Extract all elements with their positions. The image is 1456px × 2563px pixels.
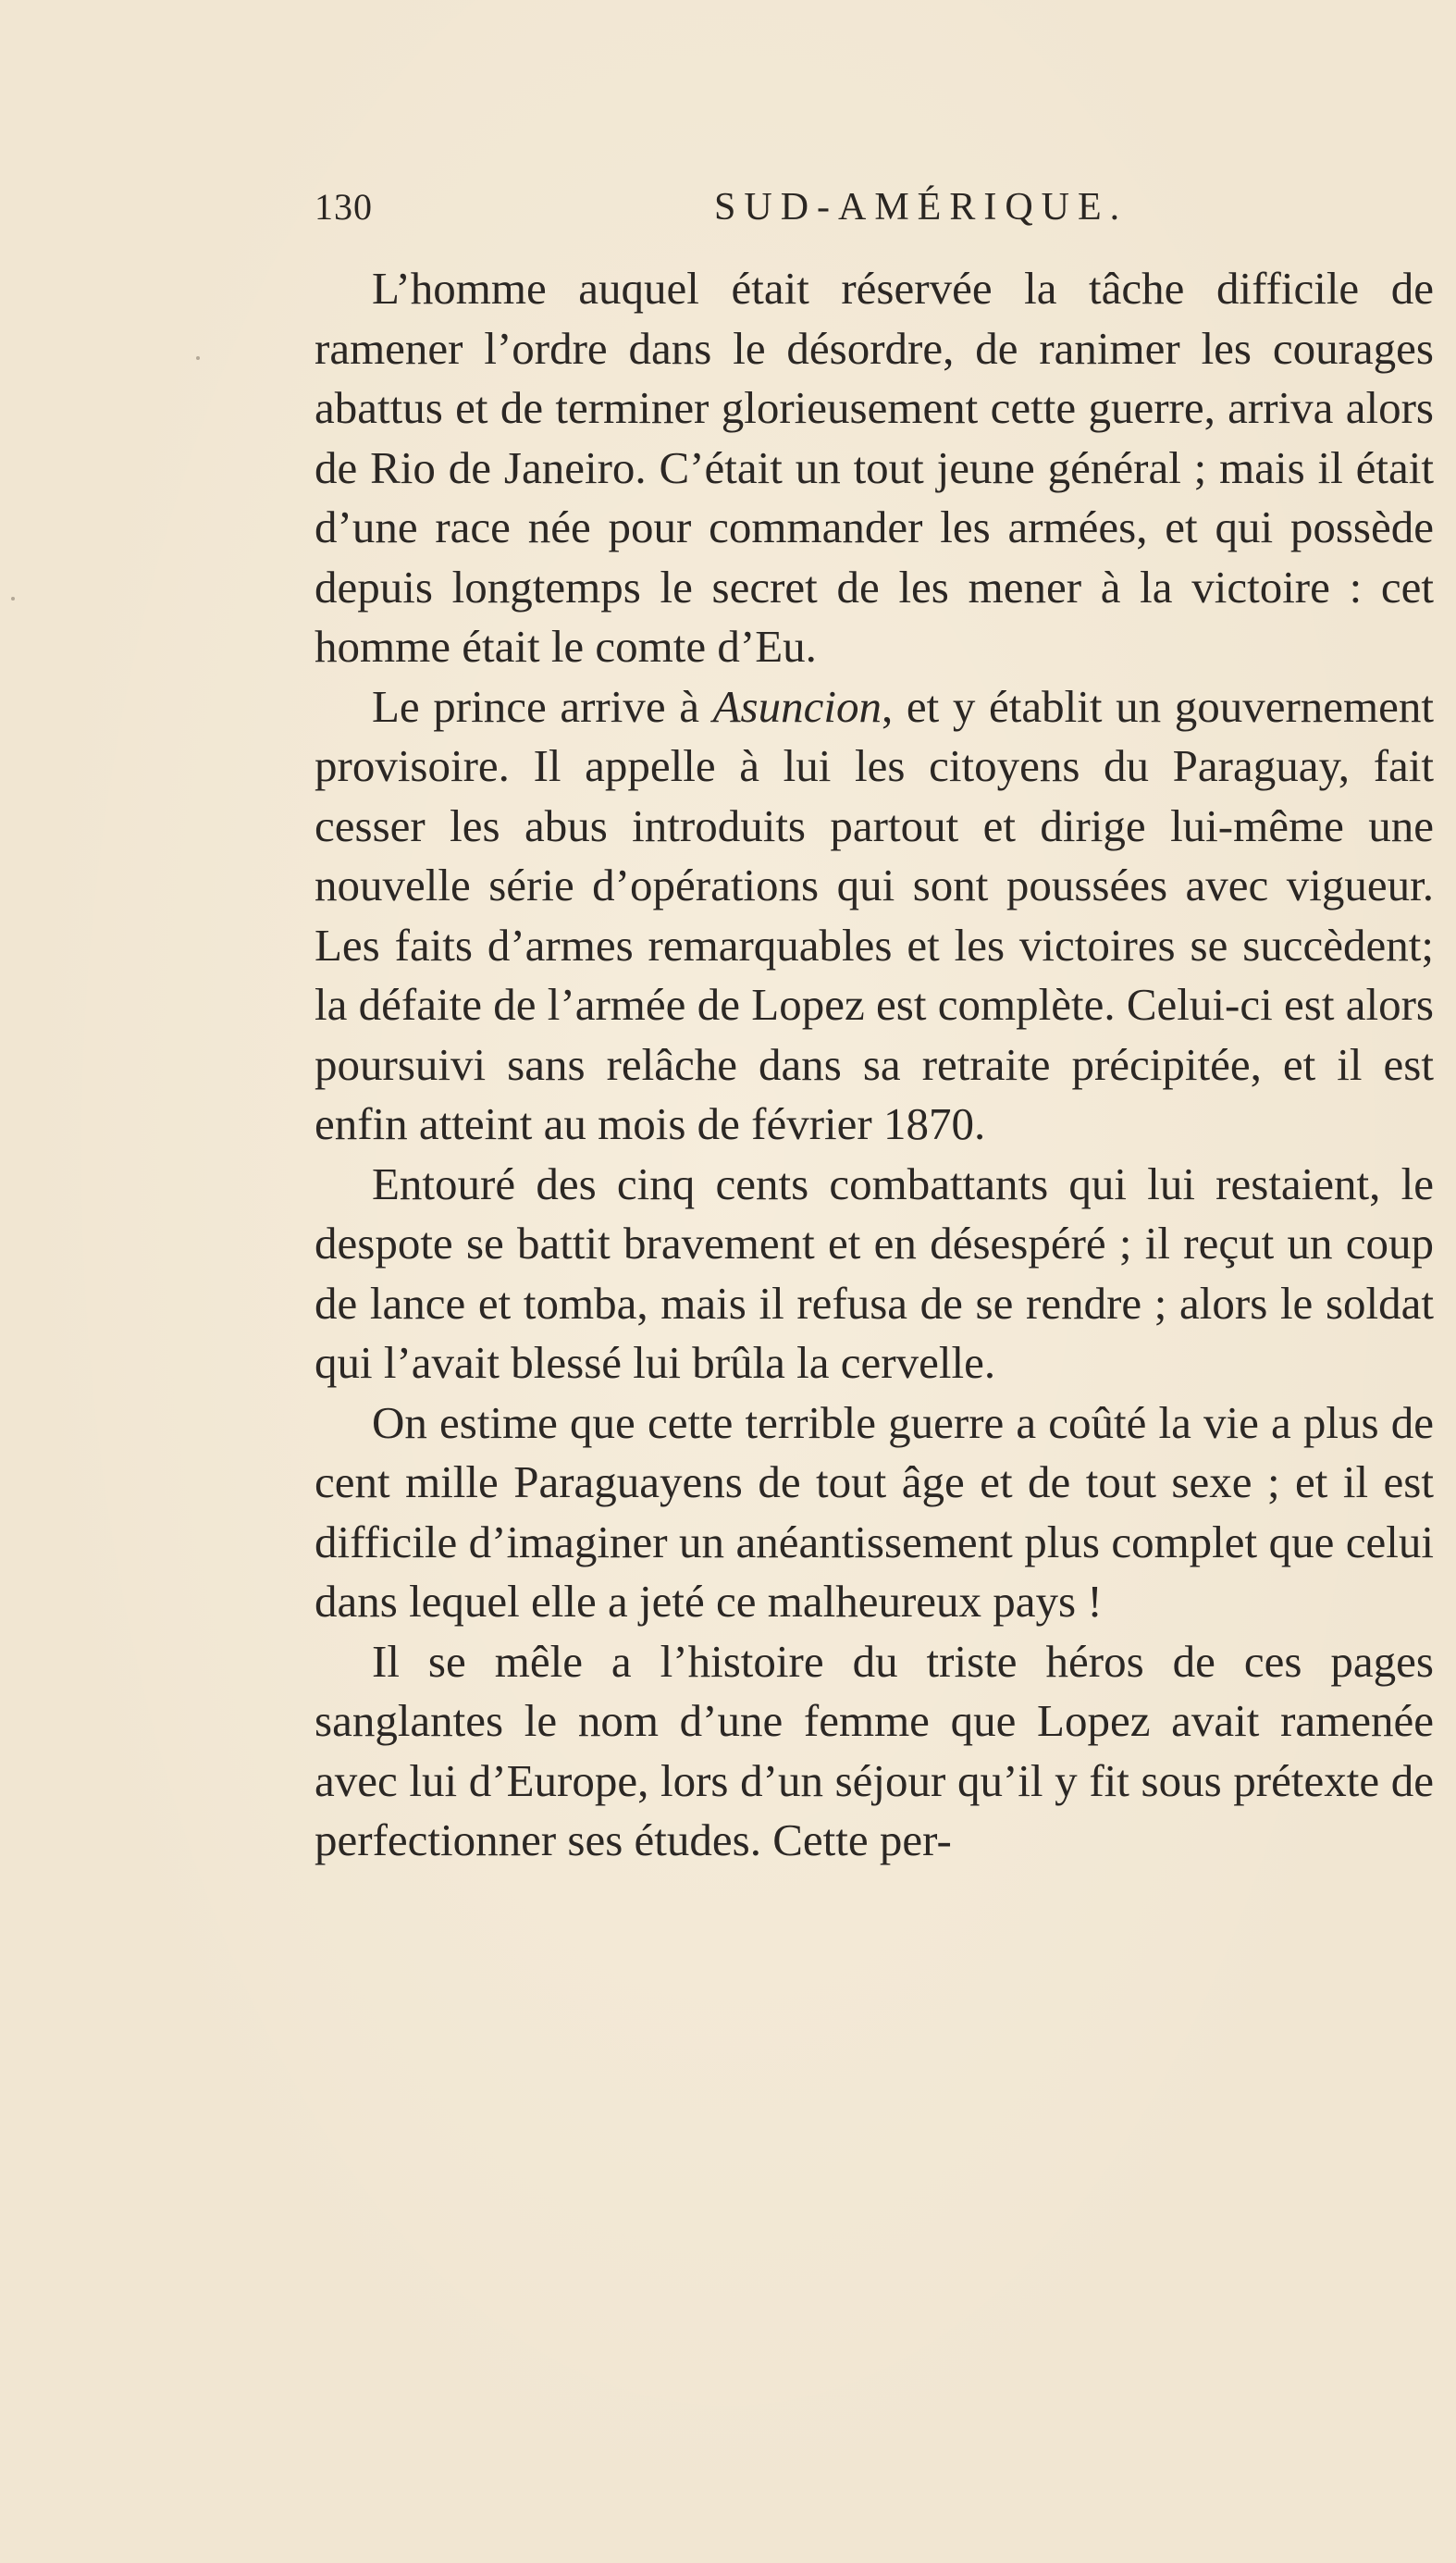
page-number: 130 (315, 186, 373, 228)
body-text (315, 259, 1434, 1871)
paragraph-comte-deu: L’homme auquel était réservée la tâche difficile de ramener l’ordre dans le désordre, de ranimer les courages abattus et de terminer glorieusement cette guerre, arriva alors de Rio de Janeiro. C’était un tout jeune général ; mais il était d’une race née pour commander les armées, et qui possède depuis longtemps le secret de les mener à la victoire : cet homme était le comte d’Eu. (315, 263, 1434, 672)
running-head (315, 185, 1434, 241)
paragraph-asuncion-start: Le prince arrive à (372, 680, 713, 732)
paragraph-asuncion (315, 677, 1434, 1155)
paragraph-femme: Il se mêle a l’histoire du triste héros de ces pages sanglantes le nom d’une femme que Lopez avait ramenée avec lui d’Europe, lors d’un séjour qu’il y fit sous prétexte de perfectionner ses études. Cette per- (315, 1635, 1434, 1865)
paragraph-asuncion-rest: , et y établit un gouvernement provisoire. Il appelle à lui les citoyens du Paraguay, fait cesser les abus introduits partout et dirige lui-même une nouvelle série d’opérations qui sont poussées avec vigueur. Les faits d’armes remarquables et les victoires se succèdent; la défaite de l’armée de Lopez est complète. Celui-ci est alors poursuivi sans relâche dans sa retraite précipitée, et il est enfin atteint au mois de février 1870. (315, 680, 1434, 1149)
paragraph-guerre-cout: On estime que cette terrible guerre a coûté la vie a plus de cent mille Paraguayens de tout âge et de tout sexe ; et il est difficile d’imaginer un anéantissement plus complet que celui dans lequel elle a jeté ce malheureux pays ! (315, 1396, 1434, 1627)
paper-speck (196, 356, 200, 360)
running-title: SUD-AMÉRIQUE. (714, 186, 1129, 229)
place-name-asuncion: Asuncion (712, 680, 882, 732)
paper-speck (11, 597, 15, 601)
paragraph-despote: Entouré des cinq cents combattants qui lui restaient, le despote se battit bravement et en désespéré ; il reçut un coup de lance et tomba, mais il refusa de se rendre ; alors le soldat qui l’avait blessé lui brûla la cervelle. (315, 1158, 1434, 1388)
